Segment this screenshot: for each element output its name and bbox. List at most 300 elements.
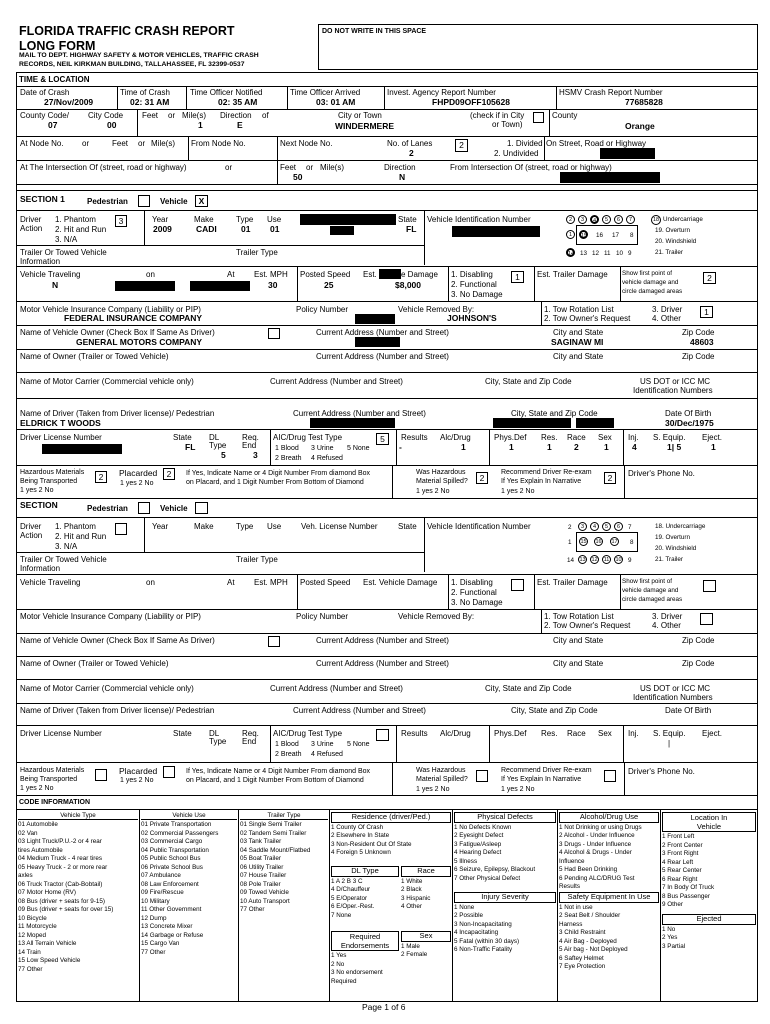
na-option: 3. N/A <box>55 235 78 244</box>
s2-hazmat-label: Hazardous Materials <box>20 767 85 774</box>
posted-speed: 25 <box>324 280 334 290</box>
s2-spilled-label-2: Material Spilled? <box>416 776 468 783</box>
code-item: 5 Air bag - Not Deployed <box>559 946 628 954</box>
endorsement-column <box>331 931 399 986</box>
make-label: Make <box>194 215 214 224</box>
first-point-box: 2 <box>703 272 716 284</box>
code-item: 77 Other <box>240 906 265 914</box>
s2-phone-label: Driver's Phone No. <box>628 767 695 776</box>
s2-tow-driver-label: 3. Driver <box>652 612 683 621</box>
s2-hazmat-label-2: Being Transported <box>20 776 78 783</box>
res-label: Res. <box>541 433 558 442</box>
s2-req-label: Req. <box>242 729 259 738</box>
s2-owner-trailer-zip-label: Zip Code <box>682 659 715 668</box>
direction-value: E <box>237 120 243 130</box>
s2-owner-zip-label: Zip Code <box>682 636 715 645</box>
sex-list <box>401 943 451 960</box>
code-item: 13 All Terrain Vehicle <box>18 940 77 948</box>
section2-vehicle-checkbox[interactable] <box>195 502 208 514</box>
in-city-checkbox[interactable] <box>533 112 544 123</box>
at-label: At <box>227 270 235 279</box>
damage-point[interactable]: 6 <box>614 522 623 531</box>
s2-equip-divider: | <box>668 739 671 748</box>
damage-point[interactable]: 15 <box>579 230 588 239</box>
lanes-value: 2 <box>409 148 414 158</box>
vehicle-make: CADI <box>196 224 217 234</box>
ejected-list <box>662 926 756 952</box>
s2-spilled-label: Was Hazardous <box>416 767 466 774</box>
report-subtitle: LONG FORM <box>19 39 96 53</box>
code-item: 01 Private Transportation <box>141 821 212 829</box>
section2-pedestrian-checkbox[interactable] <box>138 502 150 514</box>
s2-breath-option: 2 Breath <box>275 751 302 758</box>
code-item: 12 Dump <box>141 914 167 922</box>
s2-race-label: Race <box>567 729 586 738</box>
injury-column <box>454 892 556 955</box>
damage-point[interactable]: 3 <box>578 215 587 224</box>
race-list <box>401 878 451 912</box>
damage-point[interactable]: 16 <box>595 539 602 545</box>
s2-hazmat-label-3: 1 yes 2 No <box>20 785 54 792</box>
code-item: 6 Pending ALC/DRUG Test <box>559 874 635 882</box>
s2-na-option: 3. N/A <box>55 542 78 551</box>
damage-point[interactable]: 2 <box>566 215 575 224</box>
city-code-label: City Code <box>88 111 124 120</box>
s2-at-label: At <box>227 578 235 587</box>
damage-point[interactable]: 11 <box>603 557 610 563</box>
s2-same-as-driver-checkbox[interactable] <box>268 636 280 647</box>
crash-time: 02: 31 AM <box>130 97 170 107</box>
code-item: 02 Van <box>18 829 38 837</box>
s2-dl-label: DL <box>209 729 220 738</box>
hazmat-label-2: Being Transported <box>20 478 78 485</box>
street-label: On Street, Road or Highway <box>546 139 647 148</box>
inj-value: 4 <box>632 442 637 452</box>
miles-label-3: Mile(s) <box>320 163 344 172</box>
s2-owner-trailer-label: Name of Owner (Trailer or Towed Vehicle) <box>20 659 169 668</box>
s2-physdef-label: Phys.Def <box>494 729 527 738</box>
code-item: 2 No <box>331 960 345 968</box>
race-label: Race <box>567 433 586 442</box>
refused-option: 4 Refused <box>311 455 343 462</box>
s2-no-damage-label: 3. No Damage <box>451 598 503 607</box>
disabling-label: 1. Disabling <box>451 270 493 279</box>
damage-point[interactable]: 4 <box>590 215 599 224</box>
code-item: 2 Possible <box>454 912 484 920</box>
s2-owner-trailer-address-label: Current Address (Number and Street) <box>316 659 449 668</box>
code-item: 09 Fire/Rescue <box>141 889 184 897</box>
from-intersection-label: From Intersection Of (street, road or highway) <box>450 163 612 172</box>
s2-owner-label: Name of Vehicle Owner (Check Box If Same As Driver) <box>20 636 215 645</box>
trailer-type-heading: Trailer Type <box>240 812 328 820</box>
damage-point[interactable]: 13 <box>579 557 586 563</box>
damage-point-label: 2 <box>568 524 572 531</box>
carrier-address-label: Current Address (Number and Street) <box>270 377 403 386</box>
s2-action-label: Action <box>20 531 43 540</box>
s2-trailer-legend: 21. Trailer <box>655 556 683 563</box>
s2-tow-box[interactable] <box>700 613 713 625</box>
s2-hazmat-box[interactable] <box>95 769 107 781</box>
code-item: 1 None <box>454 903 475 911</box>
dob-label: Date Of Birth <box>665 409 712 418</box>
year-label: Year <box>152 215 169 224</box>
placarded-label: Placarded <box>119 468 158 478</box>
endorsement-heading <box>331 931 399 951</box>
s2-trailer-label: Trailer Or Towed Vehicle <box>20 555 107 564</box>
date-label: Date of Crash <box>20 88 70 97</box>
none-option: 5 None <box>347 445 370 452</box>
feet-label: Feet <box>142 111 159 120</box>
damage-point[interactable]: 3 <box>578 522 587 531</box>
damage-point-label: 11 <box>604 250 611 257</box>
dl-type-column <box>331 866 399 920</box>
s2-first-point-box[interactable] <box>703 580 716 592</box>
damage-point[interactable]: 17 <box>611 539 618 545</box>
carrier-label: Name of Motor Carrier (Commercial vehicle only) <box>20 377 194 386</box>
section1-vehicle-label: Vehicle <box>160 197 188 206</box>
miles-label: Mile(s) <box>182 111 206 120</box>
residence-column <box>331 812 451 858</box>
tow-other-label: 4. Other <box>652 314 681 323</box>
safety-list <box>559 904 659 972</box>
s2-tow-rotation-label: 1. Tow Rotation List <box>544 612 614 621</box>
hazmat-box: 2 <box>95 471 107 483</box>
office-use-label: DO NOT WRITE IN THIS SPACE <box>322 28 427 35</box>
code-item: Influence <box>559 857 585 865</box>
placarded-label-2: 1 yes 2 No <box>120 480 154 487</box>
s2-disabling-box[interactable] <box>511 579 524 591</box>
s2-trailer-info-label: Information <box>20 564 61 573</box>
redaction <box>190 281 250 291</box>
redaction <box>42 444 122 454</box>
damage-point[interactable]: 4 <box>590 522 599 531</box>
s2-windshield-legend: 20. Windshield <box>655 545 697 552</box>
s2-none-option: 5 None <box>347 741 370 748</box>
section1-vehicle-checkbox[interactable]: X <box>195 195 208 207</box>
damage-point-label: 1 <box>568 539 572 546</box>
s2-tow-other-label: 4. Other <box>652 621 681 630</box>
vehicle-type-list <box>18 821 138 974</box>
aic-box: 5 <box>376 433 389 445</box>
code-item: 3 Fatigue/Asleep <box>454 840 502 848</box>
mail-line-2: RECORDS, NEIL KIRKMAN BUILDING, TALLAHASSEE, FL 32399-0537 <box>19 61 245 68</box>
code-item: 4 Air Bag - Deployed <box>559 937 617 945</box>
node-label: At Node No. <box>20 139 64 148</box>
s2-end-label: End <box>242 737 257 746</box>
s2-posted-speed-label: Posted Speed <box>300 578 351 587</box>
s2-usdot-label: US DOT or ICC MC <box>640 684 711 693</box>
usdot-label-2: Identification Numbers <box>633 386 713 395</box>
s2-on-label: on <box>146 578 155 587</box>
state-label: State <box>398 215 417 224</box>
s2-disabling-label: 1. Disabling <box>451 578 493 587</box>
code-item: 5 Fatal (within 30 days) <box>454 937 520 945</box>
dl-state-label: State <box>173 433 192 442</box>
code-item: 4 Hearing Defect <box>454 849 502 857</box>
crash-date: 27/Nov/2009 <box>44 97 94 107</box>
reexam-label-3: 1 yes 2 No <box>501 488 535 495</box>
code-item: 05 Boat Trailer <box>240 855 281 863</box>
type-label: Type <box>236 215 254 224</box>
damage-point-label: 8 <box>630 539 634 546</box>
code-item: 02 Commercial Passengers <box>141 829 219 837</box>
section1-pedestrian-checkbox[interactable] <box>138 195 150 207</box>
urine-option: 3 Urine <box>311 445 334 452</box>
time-notified: 02: 35 AM <box>218 97 258 107</box>
damage-point[interactable]: 5 <box>602 215 611 224</box>
location-list <box>662 833 756 910</box>
s2-dl-type-label: Type <box>209 737 227 746</box>
tow-rotation-label: 1. Tow Rotation List <box>544 305 614 314</box>
code-item: 2 Elsewhere In State <box>331 832 390 840</box>
damage-label: e Damage <box>401 270 438 279</box>
dl-state-value: FL <box>185 442 196 452</box>
removed-label: Vehicle Removed By: <box>398 305 475 314</box>
damage-point[interactable]: 6 <box>614 215 623 224</box>
owner-value: GENERAL MOTORS COMPANY <box>76 337 203 347</box>
s2-est-damage-label: Est. Vehicle Damage <box>363 578 438 587</box>
safety-column <box>559 892 659 972</box>
code-item: 8 Bus Passenger <box>662 892 710 900</box>
code-item: 06 Private School Bus <box>141 863 203 871</box>
s2-reexam-label: Recommend Driver Re-exam <box>501 767 592 774</box>
physdef-label: Phys.Def <box>494 433 527 442</box>
vehicle-state: FL <box>406 224 417 234</box>
trailer-label: Trailer Or Towed Vehicle <box>20 248 107 257</box>
s2-reexam-box[interactable] <box>604 770 616 782</box>
vehicle-type-heading: Vehicle Type <box>18 812 138 820</box>
code-item: 06 Truck Tractor (Cab-Bobtail) <box>18 880 103 888</box>
damage-point[interactable]: 5 <box>602 522 611 531</box>
damage-point-label: 7 <box>628 524 632 531</box>
mail-line-1: MAIL TO DEPT. HIGHWAY SAFETY & MOTOR VEHICLES, TRAFFIC CRASH <box>19 52 259 59</box>
code-item: Results <box>559 883 580 891</box>
removed-value: JOHNSON'S <box>447 313 497 323</box>
s2-eject-label: Eject. <box>702 729 723 738</box>
dl-type-label: Type <box>209 441 227 450</box>
sex-column <box>401 931 451 960</box>
section2-heading: SECTION <box>20 500 58 510</box>
s2-first-point-label-2: vehicle damage and <box>622 587 679 594</box>
s2-refused-option: 4 Refused <box>311 751 343 758</box>
code-item: 1 Yes <box>331 952 347 959</box>
est-label: Est. <box>363 270 377 279</box>
code-item: 04 Public Transportation <box>141 846 209 854</box>
code-item: 3 Partial <box>662 942 686 950</box>
results-label: Results <box>401 433 428 442</box>
s2-tow-owner-label: 2. Tow Owner's Request <box>544 621 631 630</box>
s2-policy-label: Policy Number <box>296 612 349 621</box>
s2-placarded-box[interactable] <box>163 766 175 778</box>
damage-point[interactable]: 7 <box>626 215 635 224</box>
s2-placarded-label: Placarded <box>119 766 158 776</box>
sex-heading: Sex <box>401 931 451 942</box>
owner-zip-value: 48603 <box>690 337 714 347</box>
s2-first-point-label: Show first point of <box>622 578 673 585</box>
damage-point[interactable]: 10 <box>615 557 622 563</box>
section2-pedestrian-label: Pedestrian <box>87 504 128 513</box>
city-code: 00 <box>107 120 117 130</box>
code-item: 5 Had Been Drinking <box>559 866 618 874</box>
s2-driver-label: Driver <box>20 522 42 531</box>
damage-point[interactable]: 14 <box>566 248 575 257</box>
hit-run-option: 2. Hit and Run <box>55 225 107 234</box>
safety-heading: Safety Equipment In Use <box>559 892 659 903</box>
check-city-label-2: or Town) <box>492 120 523 129</box>
code-item: 4 Incapacitating <box>454 929 499 937</box>
code-item: 07 House Trailer <box>240 872 287 880</box>
s2-driver-name-label: Name of Driver (Taken from Driver license)/ Pedestrian <box>20 706 215 715</box>
code-item: 7 Other Physical Defect <box>454 874 521 882</box>
dl-type-heading: DL Type <box>331 866 399 877</box>
code-item: 1 Front Left <box>662 833 695 840</box>
damage-point[interactable]: 1 <box>566 230 575 239</box>
page-number: Page 1 of 6 <box>362 1002 406 1012</box>
arrived-label: Time Officer Arrived <box>290 88 361 97</box>
aic-label: AIC/Drug Test Type <box>273 433 343 442</box>
code-item: 1 No <box>662 925 676 933</box>
res-value: 1 <box>547 442 552 452</box>
dl-type-list <box>331 878 399 921</box>
spilled-label: Was Hazardous <box>416 469 466 476</box>
s2-urine-option: 3 Urine <box>311 741 334 748</box>
code-item: 2 Female <box>401 951 428 959</box>
miles-value: 1 <box>198 120 203 130</box>
s2-blood-option: 1 Blood <box>275 741 299 748</box>
dl-label: DL <box>209 433 220 442</box>
dl-type-value: 5 <box>221 450 226 460</box>
code-item: 3 Child Restraint <box>559 929 606 937</box>
code-item: 14 Train <box>18 948 41 956</box>
s2-placard-note: If Yes, Indicate Name or 4 Digit Number From diamond Box <box>186 768 371 775</box>
redaction <box>560 172 660 183</box>
dob-value: 30/Dec/1975 <box>665 418 714 428</box>
county-label: County <box>552 111 578 120</box>
ejected-column <box>662 914 756 951</box>
code-item: 09 Bus (driver + seats for over 15) <box>18 906 114 914</box>
tow-box: 1 <box>700 306 713 318</box>
or-label-5: or <box>306 163 314 172</box>
first-point-label-3: circle damaged areas <box>622 288 683 295</box>
code-item: 08 Bus (driver + seats for 9-15) <box>18 897 105 905</box>
injury-list <box>454 904 556 955</box>
s2-state-label: State <box>398 522 417 531</box>
license-label: Driver License Number <box>20 433 102 442</box>
code-item: 02 Tandem Semi Trailer <box>240 829 307 837</box>
redaction <box>576 418 614 428</box>
s2-functional-label: 2. Functional <box>451 588 497 597</box>
code-item: 01 Single Semi Trailer <box>240 821 302 829</box>
or-label-2: or <box>82 139 90 148</box>
code-item: 6 Non-Traffic Fatality <box>454 946 513 954</box>
damage-point-label: 16 <box>596 232 604 239</box>
breath-option: 2 Breath <box>275 455 302 462</box>
code-item: 9 Other <box>662 901 683 908</box>
s2-license-label: Driver License Number <box>20 729 102 738</box>
reexam-box: 2 <box>604 472 616 484</box>
tow-driver-label: 3. Driver <box>652 305 683 314</box>
s2-type-label: Type <box>236 522 254 531</box>
vehicle-use-column <box>141 812 237 957</box>
s2-phantom-option: 1. Phantom <box>55 522 96 531</box>
hsmv-report-number: 77685828 <box>625 97 663 107</box>
code-item: 6 Saftey Helmet <box>559 954 604 962</box>
s2-action-box[interactable] <box>115 523 127 535</box>
damage-point-label: 13 <box>580 250 588 257</box>
physical-defects-column <box>454 812 556 883</box>
location-heading-line-2: Vehicle <box>696 822 722 831</box>
damage-point-label: 12 <box>592 250 600 257</box>
race-value: 2 <box>574 442 579 452</box>
code-item: 3 Front Right <box>662 850 699 857</box>
s2-dob-label: Date Of Birth <box>665 706 712 715</box>
code-item: 4 Foreign 5 Unknown <box>331 849 391 857</box>
s2-mph-label: Est. MPH <box>254 578 288 587</box>
traveling-value: N <box>52 280 59 290</box>
damage-point[interactable]: 12 <box>591 557 598 563</box>
damage-point[interactable]: 15 <box>580 539 587 545</box>
mph-value: 30 <box>268 280 278 290</box>
s2-usdot-label-2: Identification Numbers <box>633 693 713 702</box>
code-item: 7 None <box>331 911 352 919</box>
s2-placard-note-2: on Placard, and 1 Digit Number From Bottom of Diamond <box>186 777 364 784</box>
damage-point-label: 9 <box>628 250 632 257</box>
use-label: Use <box>267 215 282 224</box>
placarded-box: 2 <box>163 468 175 480</box>
damage-point-label: 10 <box>616 250 624 257</box>
damage-diagram-2[interactable] <box>566 521 641 571</box>
sex-label: Sex <box>598 433 612 442</box>
notified-label: Time Officer Notified <box>190 88 263 97</box>
code-item: 2 Front Center <box>662 841 703 849</box>
section1-heading: SECTION 1 <box>20 194 65 204</box>
req-label: Req. <box>242 433 259 442</box>
s2-spilled-box[interactable] <box>476 770 488 782</box>
of-label: of <box>262 111 269 120</box>
s2-aic-box[interactable] <box>376 729 389 741</box>
damage-diagram-1[interactable] <box>566 214 641 264</box>
section1-pedestrian-label: Pedestrian <box>87 197 128 206</box>
phone-label: Driver's Phone No. <box>628 469 695 478</box>
driver-name-label: Name of Driver (Taken from Driver license)/ Pedestrian <box>20 409 215 418</box>
redaction <box>310 418 395 428</box>
code-item: 07 Ambulance <box>141 872 181 880</box>
code-item: 7 Eye Protection <box>559 963 606 971</box>
spilled-label-3: 1 yes 2 No <box>416 488 450 495</box>
code-item: 5 Illness <box>454 857 478 865</box>
code-item: 03 Tank Trailer <box>240 838 282 846</box>
driver-city-label: City, State and Zip Code <box>511 409 598 418</box>
vin-label: Vehicle Identification Number <box>427 215 531 224</box>
next-node-label: Next Node No. <box>280 139 333 148</box>
s2-aic-label: AIC/Drug Test Type <box>273 729 343 738</box>
direction-value-2: N <box>399 172 406 182</box>
placard-note-2: on Placard, and 1 Digit Number From Bottom of Diamond <box>186 479 364 486</box>
alc-value: 1 <box>461 442 466 452</box>
feet-value: 50 <box>293 172 303 182</box>
code-item: 2 Yes <box>662 934 678 942</box>
agency-label: Invest. Agency Report Number <box>387 88 496 97</box>
same-as-driver-checkbox[interactable] <box>268 328 280 339</box>
code-item: 14 Garbage or Refuse <box>141 931 204 939</box>
code-item: 1 Not in use <box>559 903 593 911</box>
insurance-label: Motor Vehicle Insurance Company (Liability or PIP) <box>20 305 201 314</box>
vehicle-use-heading: Vehicle Use <box>141 812 237 820</box>
code-item: Required <box>331 977 357 985</box>
endorsement-heading-line-1: Required <box>349 932 381 941</box>
code-item: 6 Rear Right <box>662 875 698 883</box>
hazmat-label: Hazardous Materials <box>20 469 85 476</box>
